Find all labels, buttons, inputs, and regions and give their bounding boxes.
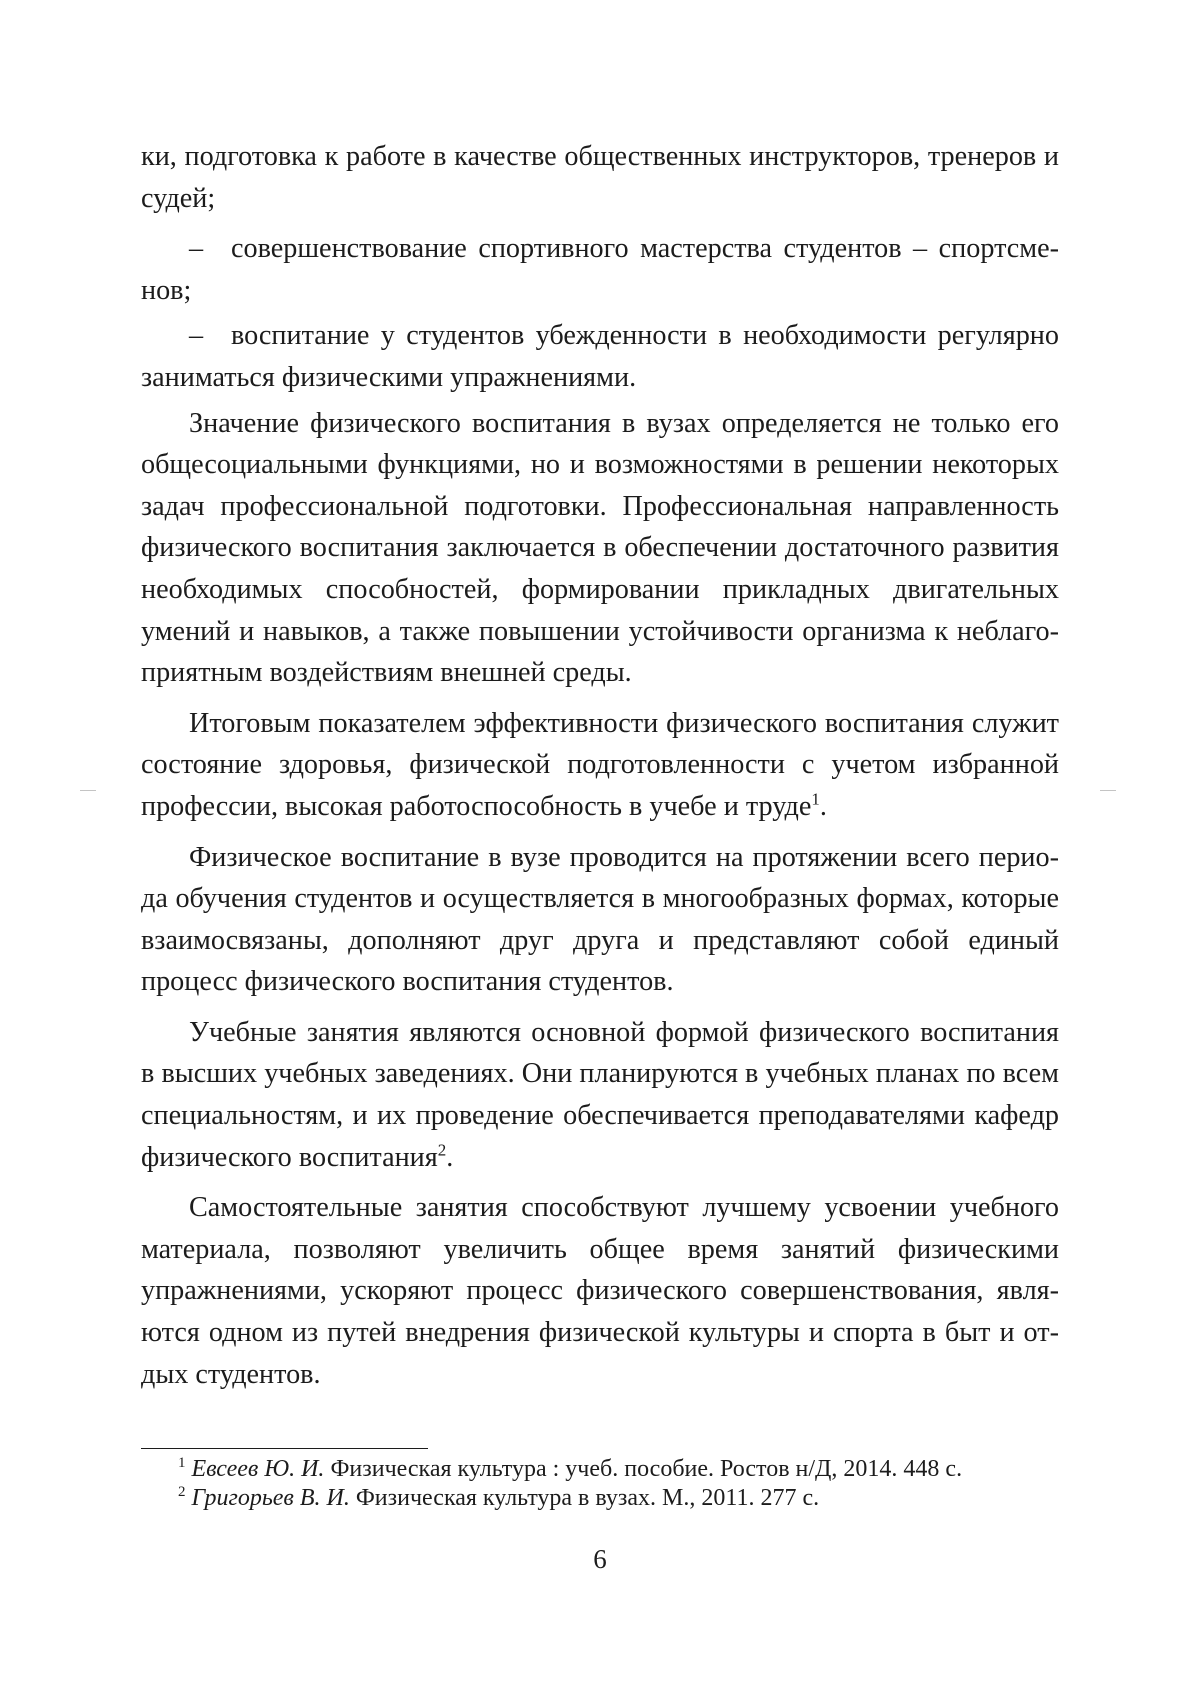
footnote-author: Григорьев В. И.: [191, 1485, 350, 1511]
footnote-marker: 1: [178, 1455, 186, 1471]
list-item-text: воспитание у студентов убежденности в необходимости регулярно заниматься физическими упражнениями.: [141, 320, 1059, 393]
footnote-text: Физическая культура в вузах. М., 2011. 277 с.: [355, 1485, 820, 1511]
page-number: 6: [593, 1544, 607, 1574]
footnote-reference[interactable]: 2: [437, 1140, 447, 1160]
dash-list-item: [141, 315, 1059, 398]
footnote-author: Евсеев Ю. И.: [191, 1456, 325, 1482]
footnote-text: Физическая культура : учеб. пособие. Ростов н/Д, 2014. 448 с.: [330, 1456, 963, 1482]
footnote-item: [141, 1484, 1059, 1513]
paragraph-tail: .: [819, 790, 827, 822]
scan-artifact: [1100, 790, 1116, 791]
list-item-text: совершенствование спортивного мастерства студентов – спортсменов;: [141, 233, 1059, 306]
paragraph: [141, 1012, 1059, 1178]
dash-list-item: [141, 228, 1059, 311]
paragraph-tail: .: [446, 1141, 454, 1173]
footnote-separator: [141, 1448, 428, 1449]
paragraph: [141, 1187, 1059, 1395]
footnotes: [141, 1455, 1059, 1513]
footnote-item: [141, 1455, 1059, 1484]
footnote-marker: 2: [178, 1484, 186, 1500]
dash-marker: –: [189, 320, 204, 352]
paragraph-text: ки, подготовка к работе в качестве общественных инструкторов, тренеров и судей;: [141, 141, 1059, 214]
main-text: [141, 136, 1059, 1404]
paragraph-text: Самостоятельные занятия способствуют лучшему усвоении учебного материала, позволяют увеличить общее время занятий физическими упражнениями, ускоряют процесс физического совершенствования, являются одном из путей внедрения физической культуры и спорта в быт и отдых студентов.: [141, 1192, 1059, 1390]
paragraph-text: Физическое воспитание в вузе проводится на протяжении всего периода обучения студентов и осуществляется в многообразных формах, которые взаимосвязаны, дополняют друг друга и представляют собой единый процесс физического воспитания студентов.: [141, 841, 1059, 998]
paragraph: [141, 703, 1059, 828]
scan-artifact: [80, 790, 96, 791]
paragraph: [141, 403, 1059, 694]
paragraph-text: Значение физического воспитания в вузах определяется не только его общесоциальными функциями, но и возможностями в решении некоторых задач профессиональной подготовки. Профессиональная направленность физического воспитания заключается в обеспечении достаточного развития необходимых способностей, формировании прикладных двигательных умений и навыков, а также повышении устойчивости организма к неблагоприятным воздействиям внешней среды.: [141, 407, 1059, 689]
paragraph-text: Итоговым показателем эффективности физического воспитания служит состояние здоровья, физической подготовленности с учетом избранной профессии, высокая работоспособность в учебе и труде: [141, 707, 1059, 822]
dash-marker: –: [189, 233, 204, 265]
paragraph-continuation: [141, 136, 1059, 219]
paragraph-text: Учебные занятия являются основной формой физического воспитания в высших учебных заведениях. Они планируются в учебных планах по всем специальностям, и их проведение обеспечивается преподавателями кафедр физического воспитания: [141, 1016, 1059, 1173]
footnote-reference[interactable]: 1: [811, 789, 820, 809]
paragraph: [141, 837, 1059, 1003]
